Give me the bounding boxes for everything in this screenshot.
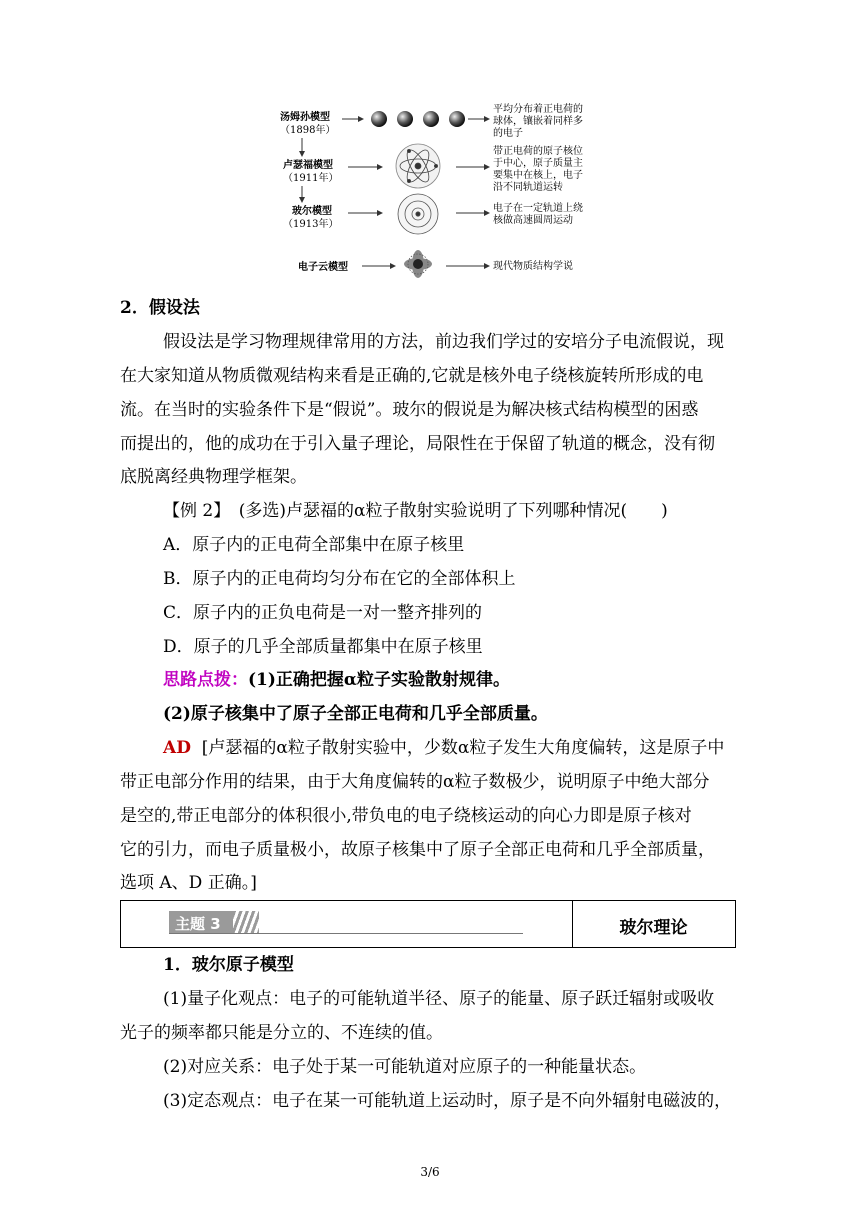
paragraph-line: (2)对应关系：电子处于某一可能轨道对应原子的一种能量状态。 [163,1057,647,1077]
answer-line [163,738,724,758]
paragraph-line: 流。在当时的实验条件下是“假说”。玻尔的假说是为解决核式结构模型的困惑 [120,400,699,420]
hint-line [163,670,510,690]
topic-badge-label: 主题 3 [175,915,221,933]
option-b: B．原子内的正电荷均匀分布在它的全部体积上 [163,569,516,589]
model-desc-thomson-3: 的电子 [493,128,523,139]
paragraph-line: 假设法是学习物理规律常用的方法，前边我们学过的安培分子电流假说，现 [163,332,724,352]
paragraph-line: 在大家知道从物质微观结构来看是正确的,它就是核外电子绕核旋转所形成的电 [120,366,704,386]
explanation-line: 带正电部分作用的结果，由于大角度偏转的α粒子数极少，说明原子中绝大部分 [120,772,710,792]
model-desc-thomson-1: 平均分布着正电荷的 [493,104,583,115]
model-desc-thomson-2: 球体，镶嵌着同样多 [493,116,583,127]
thomson-balls-icon [371,111,465,127]
model-year-bohr: （1913年） [283,219,339,230]
hint-text: (1)正确把握α粒子实验散射规律。 [248,670,510,690]
explanation-text: [卢瑟福的α粒子散射实验中，少数α粒子发生大角度偏转，这是原子中 [201,738,725,758]
explanation-line: 是空的,带正电部分的体积很小,带负电的电子绕核运动的向心力即是原子核对 [120,806,692,826]
explanation-line: 选项 A、D 正确。] [120,873,257,893]
hint-line-2: (2)原子核集中了原子全部正电荷和几乎全部质量。 [163,704,548,724]
paragraph-line: (3)定态观点：电子在某一可能轨道上运动时，原子是不向外辐射电磁波的， [163,1091,732,1111]
divider [169,933,523,934]
electron-cloud-icon [404,250,432,278]
model-year-thomson: （1898年） [280,125,336,136]
model-name-cloud: 电子云模型 [298,262,348,273]
section-heading-bohr-model: 1．玻尔原子模型 [163,955,294,975]
paragraph-line: 光子的频率都只能是分立的、不连续的值。 [120,1023,443,1043]
badge-stripes-icon [233,911,259,933]
answer-label: AD [163,738,191,758]
rutherford-atom-icon [396,144,440,188]
hint-label: 思路点拨： [163,670,248,690]
model-desc-rutherford-2: 于中心，原子质量主 [493,158,583,169]
model-desc-bohr-2: 核做高速圆周运动 [493,215,573,226]
model-desc-bohr-1: 电子在一定轨道上绕 [493,203,583,214]
paragraph-line: 底脱离经典物理学框架。 [120,467,307,487]
paragraph-line: (1)量子化观点：电子的可能轨道半径、原子的能量、原子跃迁辐射或吸收 [163,989,715,1009]
model-desc-rutherford-3: 要集中在核上，电子 [493,170,583,181]
option-a: A．原子内的正电荷全部集中在原子核里 [163,535,465,555]
model-name-rutherford: 卢瑟福模型 [283,160,333,171]
option-d: D．原子的几乎全部质量都集中在原子核里 [163,637,483,657]
option-c: C．原子内的正负电荷是一对一整齐排列的 [163,603,483,623]
topic-title: 玻尔理论 [619,918,688,938]
example-stem: 【例 2】 (多选)卢瑟福的α粒子散射实验说明了下列哪种情况( ) [163,501,668,521]
atomic-models-figure [280,98,620,278]
model-desc-rutherford-4: 沿不同轨道运转 [493,182,563,193]
topic-header [120,900,736,948]
paragraph-line: 而提出的，他的成功在于引入量子理论，局限性在于保留了轨道的概念，没有彻 [120,434,715,454]
model-year-rutherford: （1911年） [283,173,339,184]
model-name-bohr: 玻尔模型 [292,206,332,217]
explanation-line: 它的引力，而电子质量极小，故原子核集中了原子全部正电荷和几乎全部质量， [120,840,715,860]
model-desc-cloud-1: 现代物质结构学说 [493,261,573,272]
page-number: 3/6 [420,1165,440,1179]
model-desc-rutherford-1: 带正电荷的原子核位 [493,146,583,157]
section-heading-hypothesis: 2．假设法 [120,298,200,318]
model-name-thomson: 汤姆孙模型 [280,112,330,123]
bohr-atom-icon [398,194,438,234]
